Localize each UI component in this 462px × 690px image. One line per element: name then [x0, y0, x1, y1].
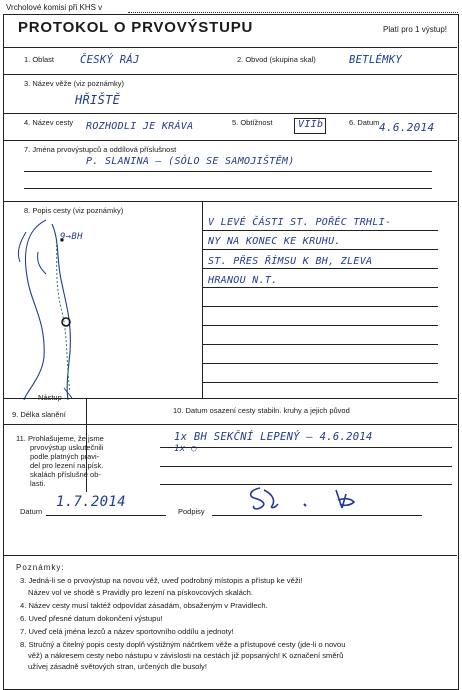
validity-note: Platí pro 1 výstup! — [383, 25, 448, 34]
osazeni-line-2 — [160, 466, 452, 467]
popis-line-7 — [202, 344, 438, 345]
poznamka-6: 6. Uveď přesné datum dokončení výstupu! — [20, 614, 163, 623]
poznamka-8c: užívej zásadně světových stran, určených dle busoly! — [28, 662, 207, 671]
popis-line-2 — [202, 249, 438, 250]
popis-text-line-4: HRANOU N.T. — [208, 275, 278, 286]
slaneni-divider — [86, 398, 87, 424]
prohlaseni-line-1: 11. Prohlašujeme, že jsme — [16, 434, 104, 443]
cesta-value: ROZHODLI JE KRÁVA — [86, 121, 194, 132]
prohlaseni-line-3: podle platných pravi- — [30, 452, 100, 461]
poznamka-4: 4. Název cesty musí taktéž odpovídat zásadám, obsaženým v Pravidlech. — [20, 601, 268, 610]
prohlaseni-divider — [86, 424, 87, 492]
row6-divider — [4, 424, 457, 425]
jmena-value: P. SLANINA – (SÓLO SE SAMOJIŠTĚM) — [86, 156, 295, 167]
vez-label: 3. Název věže (viz poznámky) — [24, 79, 125, 88]
jmena-line-1 — [24, 171, 432, 172]
popis-text-line-3: ST. PŘES ŘÍMSU K BH, ZLEVA — [208, 256, 373, 267]
osazeni-sub: 1x ○ — [174, 444, 197, 454]
signature-drawing — [242, 482, 402, 518]
popis-line-8 — [202, 363, 438, 364]
datum-label: 6. Datum — [349, 118, 380, 127]
prohlaseni-line-6: lasti. — [30, 479, 46, 488]
popis-column-divider — [202, 202, 203, 398]
jmena-label: 7. Jména prvovýstupců a oddílová příslušnost — [24, 145, 177, 154]
datum-podpis-label: Datum — [20, 507, 43, 516]
row7-divider — [4, 555, 457, 556]
popis-text-line-2: NY NA KONEC KE KRUHU. — [208, 236, 341, 247]
sketch-bh-label: 9→BH — [60, 232, 83, 242]
sketch-nastup-label: Nástup — [38, 393, 62, 402]
row4-divider — [4, 201, 457, 202]
prohlaseni-line-5: skalách příslušné ob- — [30, 470, 101, 479]
form-title: PROTOKOL O PRVOVÝSTUPU — [18, 19, 254, 36]
popis-line-6 — [202, 325, 438, 326]
jmena-line-2 — [24, 188, 432, 189]
obvod-value: BETLÉMKY — [349, 54, 402, 66]
poznamky-title: Poznámky: — [16, 563, 65, 572]
oblast-value: ČESKÝ RÁJ — [80, 54, 140, 66]
poznamka-8b: věž) a nákresem cesty nebo nástupu v závislosti na cestách již popsaných! K označení směrů — [28, 651, 344, 660]
row3-divider — [4, 140, 457, 141]
osazeni-label: 10. Datum osazení cesty stabiln. kruhy a jejich původ — [173, 406, 350, 415]
poznamka-3: 3. Jedná-li se o prvovýstup na novou věž, uveď podrobný místopis a přístup ke věži! — [20, 576, 303, 585]
datum-value: 4.6.2014 — [379, 121, 435, 134]
top-line-dots — [128, 12, 458, 13]
popis-line-4 — [202, 287, 438, 288]
popis-line-1 — [202, 230, 438, 231]
datum-line — [46, 515, 166, 516]
popis-line-3 — [202, 268, 438, 269]
podpisy-label: Podpisy — [178, 507, 205, 516]
title-divider — [4, 47, 457, 48]
osazeni-line-1 — [160, 447, 452, 448]
top-line-text: Vrcholové komisi při KHS v — [6, 3, 103, 12]
row2-divider — [4, 113, 457, 114]
row1-divider — [4, 74, 457, 75]
osazeni-value: 1x BH SEKČNÍ LEPENÝ – 4.6.2014 — [174, 431, 373, 443]
popis-line-5 — [202, 306, 438, 307]
prohlaseni-line-2: prvovýstup uskutečnili — [30, 443, 104, 452]
obtiznost-label: 5. Obtížnost — [232, 118, 273, 127]
popis-line-9 — [202, 382, 438, 383]
poznamka-7: 7. Uveď celá jména lezců a název sportovního oddílu a jednoty! — [20, 627, 234, 636]
popis-text-line-1: V LEVÉ ČÁSTI ST. POŘÉC TRHLI- — [208, 217, 392, 228]
prohlaseni-line-4: del pro lezení na písk. — [30, 461, 104, 470]
obvod-label: 2. Obvod (skupina skal) — [237, 55, 316, 64]
datum-podpis-value: 1.7.2014 — [56, 494, 126, 510]
popis-label: 8. Popis cesty (viz poznámky) — [24, 206, 124, 215]
row5-divider — [4, 398, 457, 399]
poznamka-3b: Název vol ve shodě s Pravidly pro lezení na pískovcových skalách. — [28, 588, 253, 597]
obtiznost-value: VIIb — [298, 119, 324, 130]
route-sketch — [6, 212, 196, 412]
slaneni-label: 9. Délka slanění — [12, 410, 66, 419]
vez-value: HŘIŠTĚ — [75, 93, 121, 107]
oblast-label: 1. Oblast — [24, 55, 55, 64]
poznamka-8: 8. Stručný a čitelný popis cesty doplň výstižným náčrtkem věže a přístupové cesty (jde-li o novou — [20, 640, 346, 649]
cesta-label: 4. Název cesty — [24, 118, 74, 127]
